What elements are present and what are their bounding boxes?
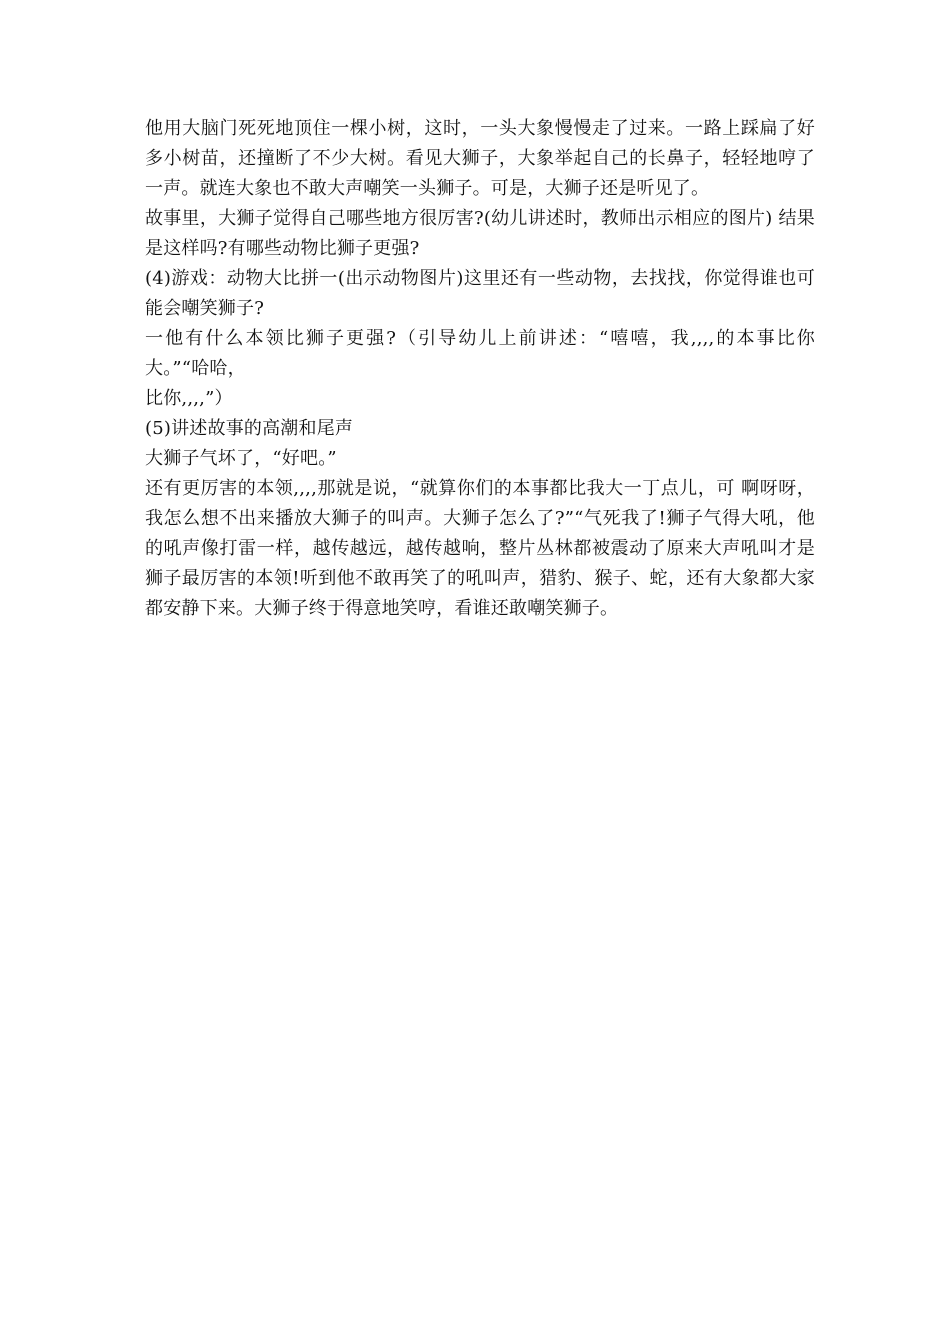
document-body — [145, 114, 815, 624]
section-heading-climax: (5)讲述故事的高潮和尾声 — [145, 418, 354, 439]
paragraph-story-ending: 还有更厉害的本领,,,,那就是说，“就算你们的本事都比我大一丁点儿，可 啊呀呀，我怎么想不出来播放大狮子的叫声。大狮子怎么了?”“气死我了!狮子气得大吼，他的吼声像打雷一样，越传越远，越传越响，整片丛林都被震动了原来大声吼叫才是狮子最厉害的本领!听到他不敢再笑了的吼叫声，猎豹、猴子、蛇，还有大象都大家都安静下来。大狮子终于得意地笑哼，看谁还敢嘲笑狮子。 — [145, 478, 815, 619]
paragraph-guided-speech: 一他有什么本领比狮子更强?（引导幼儿上前讲述：“嘻嘻，我,,,,的本事比你大。”“哈哈， — [145, 328, 815, 379]
paragraph-lion-angry: 大狮子气坏了，“好吧。” — [145, 448, 337, 469]
paragraph-story-elephant: 他用大脑门死死地顶住一棵小树，这时，一头大象慢慢走了过来。一路上踩扁了好多小树苗，还撞断了不少大树。看见大狮子，大象举起自己的长鼻子，轻轻地哼了一声。就连大象也不敢大声嘲笑一头狮子。可是，大狮子还是听见了。 — [145, 118, 815, 199]
paragraph-game-instructions: (4)游戏：动物大比拼一(出示动物图片)这里还有一些动物，去找找，你觉得谁也可能会嘲笑狮子? — [145, 268, 815, 319]
paragraph-guided-speech-end: 比你,,,,”） — [145, 388, 233, 409]
paragraph-question-strengths: 故事里，大狮子觉得自己哪些地方很厉害?(幼儿讲述时，教师出示相应的图片) 结果是这样吗?有哪些动物比狮子更强? — [145, 208, 815, 259]
